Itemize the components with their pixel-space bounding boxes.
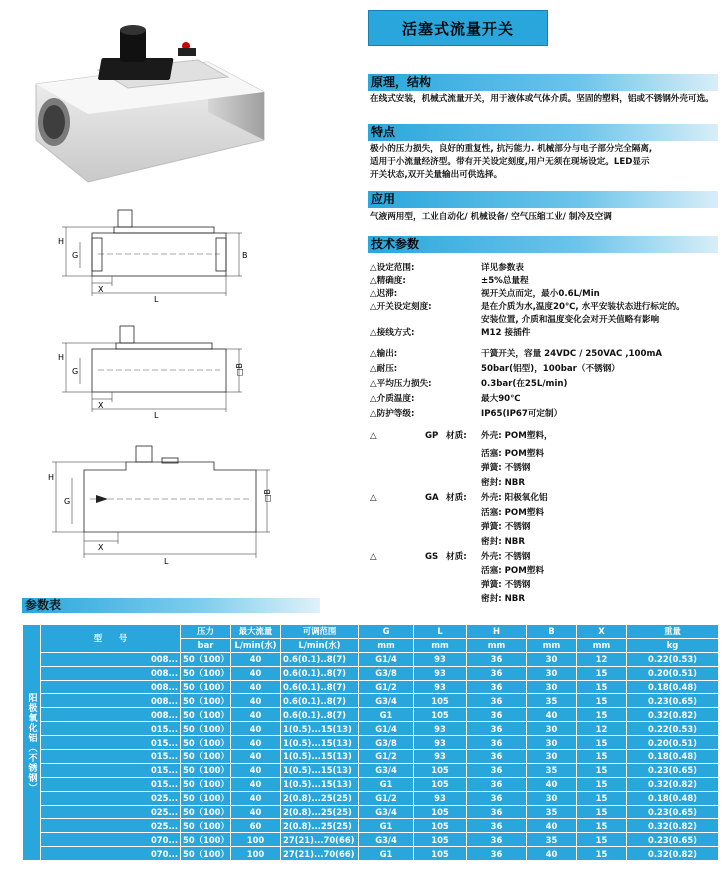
table-cell: 1(0.5)...15(13) xyxy=(281,750,359,764)
table-cell: 93 xyxy=(414,791,467,805)
table-cell: 025... xyxy=(41,805,181,819)
table-cell: 93 xyxy=(414,680,467,694)
unit-cell: kg xyxy=(627,638,719,652)
table-cell: 1(0.5)...15(13) xyxy=(281,763,359,777)
material-line: 外壳: 阳极氧化铝 xyxy=(481,493,548,503)
tech-key: △接线方式: xyxy=(370,328,415,338)
table-cell: 36 xyxy=(467,833,527,847)
table-cell: G1/4 xyxy=(359,722,414,736)
table-cell: G1/2 xyxy=(359,680,414,694)
table-cell: 15 xyxy=(577,666,627,680)
table-cell: 12 xyxy=(577,722,627,736)
table-cell: 50（100） xyxy=(181,708,231,722)
table-cell: 0.6(0.1)..8(7) xyxy=(281,708,359,722)
table-cell: 36 xyxy=(467,708,527,722)
table-cell: 40 xyxy=(231,791,281,805)
table-cell: 50（100） xyxy=(181,763,231,777)
table-cell: 0.6(0.1)..8(7) xyxy=(281,652,359,666)
table-cell: 40 xyxy=(231,722,281,736)
dim-label-G: G xyxy=(72,367,79,376)
table-row xyxy=(23,847,719,861)
col-header-pressure: 压力 xyxy=(181,625,231,639)
material-line: 活塞: POM塑料 xyxy=(481,449,544,459)
table-cell: 008... xyxy=(41,694,181,708)
col-header-l: L xyxy=(414,625,467,639)
table-row xyxy=(23,694,719,708)
tech-row xyxy=(370,301,720,314)
tech-value: 视开关点而定，最小0.6L/Min xyxy=(481,289,600,299)
tech-value: M12 接插件 xyxy=(481,328,531,338)
table-cell: 0.6(0.1)..8(7) xyxy=(281,680,359,694)
table-cell: 30 xyxy=(527,791,577,805)
product-photo xyxy=(28,22,268,187)
table-cell: 105 xyxy=(414,833,467,847)
material-line: 弹簧: 不锈钢 xyxy=(481,580,531,590)
table-cell: 40 xyxy=(231,777,281,791)
dim-label-X: X xyxy=(98,543,104,552)
table-row xyxy=(23,708,719,722)
tech-value: 安装位置, 介质和温度变化会对开关值略有影响 xyxy=(481,315,660,325)
tech-key: △平均压力损失: xyxy=(370,379,432,389)
tech-row xyxy=(370,393,720,406)
table-cell: 36 xyxy=(467,763,527,777)
table-cell: 40 xyxy=(527,777,577,791)
col-header-g: G xyxy=(359,625,414,639)
table-cell: 008... xyxy=(41,666,181,680)
col-header-b: B xyxy=(527,625,577,639)
table-cell: G1 xyxy=(359,708,414,722)
table-cell: 025... xyxy=(41,791,181,805)
tech-row xyxy=(370,288,720,301)
table-cell: 40 xyxy=(231,750,281,764)
table-cell: 1(0.5)...15(13) xyxy=(281,736,359,750)
table-cell: 30 xyxy=(527,680,577,694)
table-cell: 0.32(0.82) xyxy=(627,847,719,861)
application-text: 气液两用型，工业自动化/ 机械设备/ 空气压缩工业/ 制冷及空调 xyxy=(370,212,612,222)
table-cell: 0.23(0.65) xyxy=(627,805,719,819)
dim-label-L: L xyxy=(154,411,159,420)
table-cell: 1(0.5)...15(13) xyxy=(281,777,359,791)
table-cell: 50（100） xyxy=(181,847,231,861)
table-cell: 50（100） xyxy=(181,666,231,680)
table-cell: 40 xyxy=(231,680,281,694)
section-heading-principle: 原理，结构 xyxy=(368,74,718,91)
table-cell: 100 xyxy=(231,833,281,847)
table-row xyxy=(23,763,719,777)
table-cell: 93 xyxy=(414,666,467,680)
table-cell: 105 xyxy=(414,847,467,861)
table-cell: 50（100） xyxy=(181,736,231,750)
table-cell: 2(0.8)...25(25) xyxy=(281,791,359,805)
col-header-h: H xyxy=(467,625,527,639)
tech-key: △输出: xyxy=(370,349,398,359)
dim-label-H: H xyxy=(58,353,65,362)
dimension-drawing-gs xyxy=(44,440,274,570)
table-cell: 36 xyxy=(467,680,527,694)
table-cell: 50（100） xyxy=(181,833,231,847)
table-cell: 105 xyxy=(414,708,467,722)
table-cell: 50（100） xyxy=(181,777,231,791)
table-cell: 36 xyxy=(467,750,527,764)
table-cell: 50（100） xyxy=(181,805,231,819)
table-cell: 070... xyxy=(41,833,181,847)
features-text xyxy=(370,143,720,182)
table-row xyxy=(23,791,719,805)
table-cell: 105 xyxy=(414,805,467,819)
table-cell: 008... xyxy=(41,708,181,722)
col-header-maxflow: 最大流量 xyxy=(231,625,281,639)
table-row xyxy=(23,680,719,694)
unit-cell: mm xyxy=(359,638,414,652)
table-cell: G3/8 xyxy=(359,736,414,750)
table-cell: 27(21)...70(66) xyxy=(281,847,359,861)
material-tri: △ xyxy=(370,431,377,441)
section-heading-tech: 技术参数 xyxy=(368,236,718,253)
table-row xyxy=(23,736,719,750)
table-cell: 27(21)...70(66) xyxy=(281,833,359,847)
table-cell: 40 xyxy=(231,763,281,777)
table-cell: 105 xyxy=(414,819,467,833)
table-cell: 008... xyxy=(41,652,181,666)
unit-cell: mm xyxy=(414,638,467,652)
table-cell: 015... xyxy=(41,736,181,750)
dim-label-H: H xyxy=(48,473,55,482)
table-row xyxy=(23,777,719,791)
material-line: 弹簧: 不锈钢 xyxy=(481,463,531,473)
table-cell: G1/2 xyxy=(359,791,414,805)
unit-cell: mm xyxy=(467,638,527,652)
table-cell: 0.20(0.51) xyxy=(627,666,719,680)
table-cell: G3/4 xyxy=(359,805,414,819)
material-code: GA xyxy=(425,493,439,503)
table-cell: 0.18(0.48) xyxy=(627,750,719,764)
table-cell: 0.32(0.82) xyxy=(627,708,719,722)
tech-value: 是在介质为水,温度20℃, 水平安装状态进行标定的。 xyxy=(481,302,685,312)
dim-label-G: G xyxy=(64,497,71,506)
table-cell: G3/8 xyxy=(359,666,414,680)
table-cell: 36 xyxy=(467,736,527,750)
table-cell: 15 xyxy=(577,805,627,819)
tech-key: △迟滞: xyxy=(370,289,398,299)
tech-row xyxy=(370,408,720,421)
table-cell: 15 xyxy=(577,847,627,861)
dim-label-X: X xyxy=(98,285,104,294)
tech-key: △介质温度: xyxy=(370,394,415,404)
material-side-label: 阳极氧化铝（不锈钢） xyxy=(23,625,41,861)
table-cell: 30 xyxy=(527,666,577,680)
table-cell: 36 xyxy=(467,666,527,680)
table-cell: 50（100） xyxy=(181,694,231,708)
table-cell: 015... xyxy=(41,763,181,777)
table-cell: 36 xyxy=(467,694,527,708)
section-heading-features: 特点 xyxy=(368,124,718,141)
table-cell: 40 xyxy=(231,736,281,750)
unit-cell: L/min(水) xyxy=(231,638,281,652)
table-cell: 12 xyxy=(577,652,627,666)
table-cell: 0.22(0.53) xyxy=(627,722,719,736)
dim-label-G: G xyxy=(72,251,79,260)
dimension-drawing-ga xyxy=(54,322,254,420)
tech-row xyxy=(370,363,720,376)
dim-label-B: B xyxy=(242,251,248,260)
section-heading-application: 应用 xyxy=(368,191,718,208)
material-tri: △ xyxy=(370,552,377,562)
table-cell: 50（100） xyxy=(181,722,231,736)
table-cell: 36 xyxy=(467,722,527,736)
table-cell: 40 xyxy=(231,694,281,708)
table-cell: 2(0.8)...25(25) xyxy=(281,805,359,819)
material-label: 材质: xyxy=(446,493,467,503)
table-cell: 40 xyxy=(231,805,281,819)
table-cell: 40 xyxy=(527,708,577,722)
unit-cell: bar xyxy=(181,638,231,652)
material-line: 密封: NBR xyxy=(481,478,525,488)
table-row xyxy=(23,666,719,680)
tech-row xyxy=(370,275,720,288)
material-tri: △ xyxy=(370,493,377,503)
table-cell: 025... xyxy=(41,819,181,833)
table-header-row xyxy=(23,625,719,639)
dim-label-sqB: □B xyxy=(263,488,272,502)
table-cell: 0.18(0.48) xyxy=(627,680,719,694)
table-cell: 50（100） xyxy=(181,750,231,764)
table-cell: 0.18(0.48) xyxy=(627,791,719,805)
table-cell: G1/4 xyxy=(359,652,414,666)
dim-label-H: H xyxy=(58,237,65,246)
material-code: GP xyxy=(425,431,439,441)
table-cell: 93 xyxy=(414,722,467,736)
table-cell: G1 xyxy=(359,847,414,861)
table-cell: 15 xyxy=(577,680,627,694)
table-cell: 60 xyxy=(231,819,281,833)
table-cell: 15 xyxy=(577,750,627,764)
table-cell: 0.23(0.65) xyxy=(627,763,719,777)
table-row xyxy=(23,819,719,833)
table-row xyxy=(23,652,719,666)
features-line: 极小的压力损失，良好的重复性, 抗污能力. 机械部分与电子部分完全隔离, xyxy=(370,144,653,154)
table-cell: 15 xyxy=(577,791,627,805)
tech-value: ±5%总量程 xyxy=(481,276,529,286)
unit-cell: L/min(水) xyxy=(281,638,359,652)
table-cell: 40 xyxy=(527,819,577,833)
tech-key: △耐压: xyxy=(370,364,398,374)
features-line: 适用于小流量经济型。带有开关设定刻度,用户无须在现场设定。LED显示 xyxy=(370,157,650,167)
param-table-heading: 参数表 xyxy=(22,598,320,613)
page-title: 活塞式流量开关 xyxy=(368,10,548,46)
table-cell: 015... xyxy=(41,750,181,764)
table-cell: 15 xyxy=(577,708,627,722)
table-cell: 070... xyxy=(41,847,181,861)
table-cell: 93 xyxy=(414,750,467,764)
table-cell: 015... xyxy=(41,777,181,791)
table-cell: 50（100） xyxy=(181,680,231,694)
tech-value: 干簧开关，容量 24VDC / 250VAC ,100mA xyxy=(481,349,663,359)
table-cell: 35 xyxy=(527,763,577,777)
material-line: 活塞: POM塑料 xyxy=(481,508,544,518)
table-cell: 0.32(0.82) xyxy=(627,819,719,833)
table-cell: 0.6(0.1)..8(7) xyxy=(281,666,359,680)
table-cell: 40 xyxy=(527,847,577,861)
table-cell: 015... xyxy=(41,722,181,736)
table-cell: 50（100） xyxy=(181,791,231,805)
dim-label-sqB: □B xyxy=(235,362,244,376)
table-cell: G3/4 xyxy=(359,833,414,847)
table-row xyxy=(23,750,719,764)
table-cell: 93 xyxy=(414,652,467,666)
table-cell: 36 xyxy=(467,819,527,833)
material-label: 材质: xyxy=(446,552,467,562)
tech-key: △开关设定刻度: xyxy=(370,302,432,312)
table-cell: 30 xyxy=(527,652,577,666)
tech-value: 最大90℃ xyxy=(481,394,521,404)
tech-row xyxy=(370,327,720,340)
table-cell: 30 xyxy=(527,750,577,764)
dimension-drawing-gp xyxy=(54,206,254,306)
table-cell: 105 xyxy=(414,694,467,708)
flow-arrow-icon xyxy=(96,495,108,503)
col-header-x: X xyxy=(577,625,627,639)
table-cell: 40 xyxy=(231,666,281,680)
table-cell: 15 xyxy=(577,736,627,750)
table-cell: 15 xyxy=(577,833,627,847)
tech-row xyxy=(370,348,720,361)
tech-row xyxy=(370,262,720,275)
unit-cell: mm xyxy=(527,638,577,652)
features-line: 开关状态,双开关量输出可供选择。 xyxy=(370,170,503,180)
table-cell: 0.6(0.1)..8(7) xyxy=(281,694,359,708)
tech-value: 50bar(铝型)，100bar（不锈钢） xyxy=(481,364,620,374)
material-line: 外壳: 不锈钢 xyxy=(481,552,531,562)
table-cell: 15 xyxy=(577,819,627,833)
table-cell: 100 xyxy=(231,847,281,861)
unit-cell: mm xyxy=(577,638,627,652)
material-line: 密封: NBR xyxy=(481,594,525,604)
material-line: 活塞: POM塑料 xyxy=(481,566,544,576)
table-cell: 2(0.8)...25(25) xyxy=(281,819,359,833)
dim-label-X: X xyxy=(98,401,104,410)
table-cell: 0.23(0.65) xyxy=(627,833,719,847)
table-cell: 0.32(0.82) xyxy=(627,777,719,791)
table-cell: 93 xyxy=(414,736,467,750)
table-row xyxy=(23,805,719,819)
table-cell: 40 xyxy=(231,652,281,666)
table-cell: 105 xyxy=(414,763,467,777)
table-cell: G1 xyxy=(359,777,414,791)
table-cell: 50（100） xyxy=(181,819,231,833)
material-line: 弹簧: 不锈钢 xyxy=(481,522,531,532)
table-cell: 40 xyxy=(231,708,281,722)
table-row xyxy=(23,833,719,847)
material-code: GS xyxy=(425,552,439,562)
table-cell: 30 xyxy=(527,722,577,736)
material-line: 外壳: POM塑料， xyxy=(481,431,553,441)
tech-row xyxy=(370,378,720,391)
tech-value: 0.3bar(在25L/min) xyxy=(481,379,568,389)
table-cell: 15 xyxy=(577,694,627,708)
material-label: 材质: xyxy=(446,431,467,441)
table-cell: G1/2 xyxy=(359,750,414,764)
principle-text: 在线式安装，机械式流量开关，用于液体或气体介质。坚固的塑料，铝或不锈钢外壳可选。 xyxy=(370,94,714,104)
table-cell: 35 xyxy=(527,805,577,819)
table-cell: 1(0.5)...15(13) xyxy=(281,722,359,736)
table-cell: 15 xyxy=(577,763,627,777)
table-cell: G3/4 xyxy=(359,694,414,708)
tech-key: △防护等级: xyxy=(370,409,415,419)
table-cell: 0.23(0.65) xyxy=(627,694,719,708)
tech-row xyxy=(370,314,720,327)
table-cell: 35 xyxy=(527,833,577,847)
table-cell: G3/4 xyxy=(359,763,414,777)
col-header-range: 可调范围 xyxy=(281,625,359,639)
table-cell: 36 xyxy=(467,777,527,791)
param-table xyxy=(22,624,719,861)
table-row xyxy=(23,722,719,736)
tech-key: △精确度: xyxy=(370,276,406,286)
tech-value: IP65(IP67可定制） xyxy=(481,409,563,419)
tech-key: △设定范围: xyxy=(370,263,415,273)
table-cell: 36 xyxy=(467,791,527,805)
table-cell: 105 xyxy=(414,777,467,791)
dim-label-L: L xyxy=(154,295,159,304)
table-cell: 30 xyxy=(527,736,577,750)
col-header-weight: 重量 xyxy=(627,625,719,639)
table-cell: 0.22(0.53) xyxy=(627,652,719,666)
tech-value: 详见参数表 xyxy=(481,263,524,273)
table-cell: 15 xyxy=(577,777,627,791)
dim-label-L: L xyxy=(164,557,169,566)
table-cell: 35 xyxy=(527,694,577,708)
table-cell: 36 xyxy=(467,847,527,861)
table-cell: 50（100） xyxy=(181,652,231,666)
material-line: 密封: NBR xyxy=(481,537,525,547)
table-cell: G1 xyxy=(359,819,414,833)
table-cell: 008... xyxy=(41,680,181,694)
table-cell: 0.20(0.51) xyxy=(627,736,719,750)
table-cell: 36 xyxy=(467,805,527,819)
col-header-model: 型 号 xyxy=(41,625,181,653)
table-cell: 36 xyxy=(467,652,527,666)
